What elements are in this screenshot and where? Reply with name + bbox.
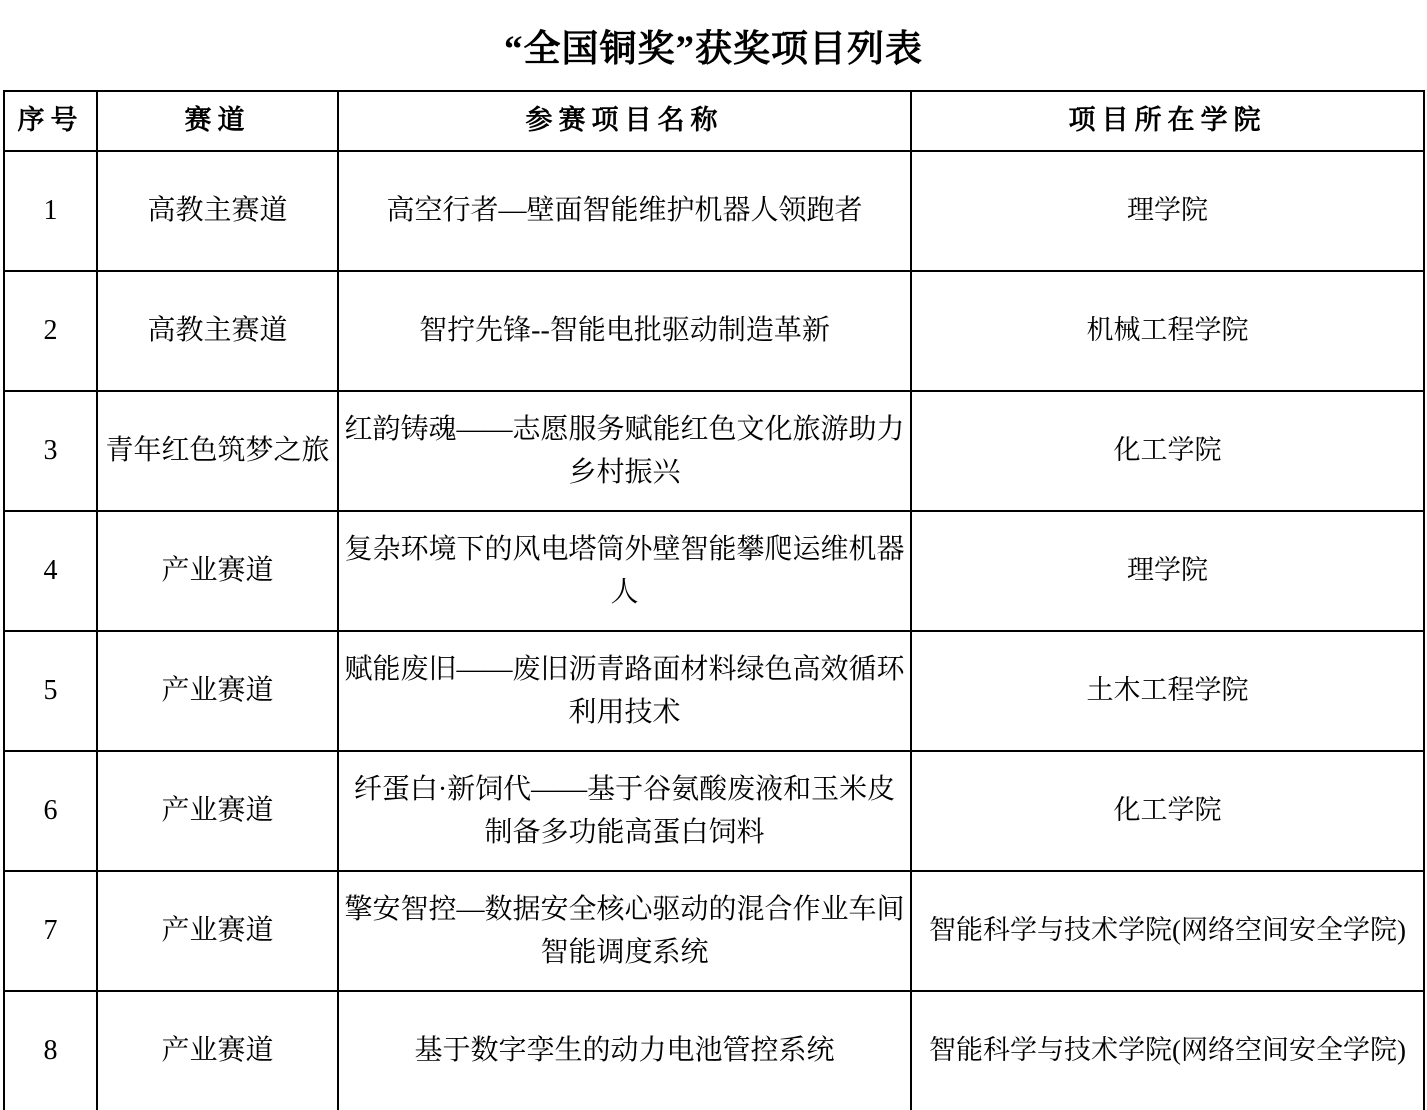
cell-track: 产业赛道 xyxy=(97,511,338,631)
header-no: 序号 xyxy=(4,91,97,151)
cell-college: 化工学院 xyxy=(911,751,1424,871)
cell-no: 3 xyxy=(4,391,97,511)
cell-no: 1 xyxy=(4,151,97,271)
cell-project: 纤蛋白·新饲代——基于谷氨酸废液和玉米皮制备多功能高蛋白饲料 xyxy=(338,751,911,871)
page-title: “全国铜奖”获奖项目列表 xyxy=(504,29,923,70)
cell-no: 8 xyxy=(4,991,97,1110)
cell-track: 产业赛道 xyxy=(97,751,338,871)
cell-project: 红韵铸魂——志愿服务赋能红色文化旅游助力乡村振兴 xyxy=(338,391,911,511)
cell-track: 产业赛道 xyxy=(97,991,338,1110)
cell-track: 高教主赛道 xyxy=(97,151,338,271)
cell-college: 化工学院 xyxy=(911,391,1424,511)
cell-project: 擎安智控—数据安全核心驱动的混合作业车间智能调度系统 xyxy=(338,871,911,991)
header-track: 赛道 xyxy=(97,91,338,151)
award-project-table xyxy=(3,90,1425,1110)
cell-project: 高空行者—壁面智能维护机器人领跑者 xyxy=(338,151,911,271)
table-row xyxy=(4,631,1424,751)
cell-no: 4 xyxy=(4,511,97,631)
table-row xyxy=(4,991,1424,1110)
cell-track: 产业赛道 xyxy=(97,631,338,751)
cell-no: 2 xyxy=(4,271,97,391)
cell-college: 理学院 xyxy=(911,511,1424,631)
cell-college: 机械工程学院 xyxy=(911,271,1424,391)
cell-track: 高教主赛道 xyxy=(97,271,338,391)
cell-college: 智能科学与技术学院(网络空间安全学院) xyxy=(911,991,1424,1110)
cell-track: 青年红色筑梦之旅 xyxy=(97,391,338,511)
cell-track: 产业赛道 xyxy=(97,871,338,991)
table-row xyxy=(4,871,1424,991)
cell-project: 智拧先锋--智能电批驱动制造革新 xyxy=(338,271,911,391)
cell-project: 赋能废旧——废旧沥青路面材料绿色高效循环利用技术 xyxy=(338,631,911,751)
cell-project: 基于数字孪生的动力电池管控系统 xyxy=(338,991,911,1110)
table-row xyxy=(4,751,1424,871)
cell-no: 6 xyxy=(4,751,97,871)
cell-no: 7 xyxy=(4,871,97,991)
table-row xyxy=(4,151,1424,271)
table-row xyxy=(4,271,1424,391)
header-project: 参赛项目名称 xyxy=(338,91,911,151)
table-header-row xyxy=(4,91,1424,151)
cell-no: 5 xyxy=(4,631,97,751)
cell-project: 复杂环境下的风电塔筒外壁智能攀爬运维机器人 xyxy=(338,511,911,631)
cell-college: 智能科学与技术学院(网络空间安全学院) xyxy=(911,871,1424,991)
table-row xyxy=(4,391,1424,511)
cell-college: 土木工程学院 xyxy=(911,631,1424,751)
cell-college: 理学院 xyxy=(911,151,1424,271)
header-college: 项目所在学院 xyxy=(911,91,1424,151)
table-row xyxy=(4,511,1424,631)
